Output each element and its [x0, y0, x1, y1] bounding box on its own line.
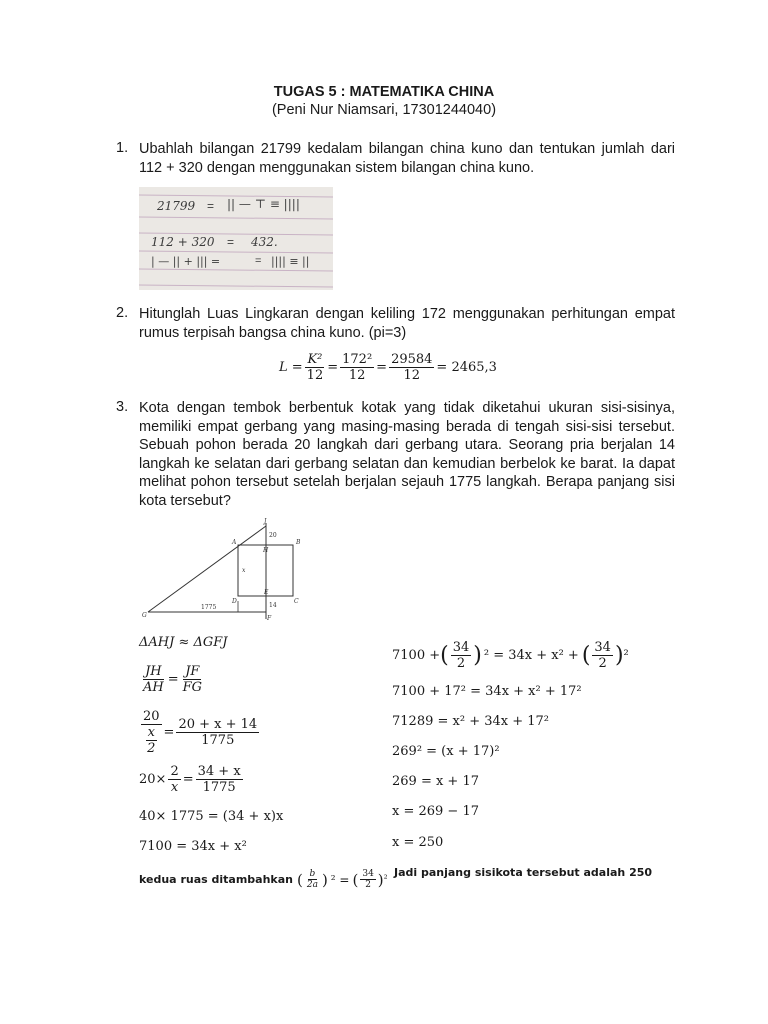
- fraction: [168, 764, 180, 795]
- fraction-denominator: 2: [147, 741, 156, 756]
- handwriting-row-2-left: 112 + 320: [151, 235, 215, 249]
- label-20: 20: [269, 532, 277, 539]
- fraction: [451, 640, 472, 671]
- handwriting-row-3-left: | — || + ||| =: [151, 255, 221, 268]
- question-3-line: kota tersebut?: [139, 492, 231, 509]
- fraction-denominator: 12: [306, 368, 324, 383]
- fraction: [389, 352, 434, 383]
- fraction-numerator: 34: [452, 640, 470, 655]
- equals-sign: =: [327, 360, 339, 375]
- step-r7: x = 250: [392, 835, 444, 850]
- fraction-denominator: 2: [365, 880, 371, 890]
- formula-result: = 2465,3: [436, 360, 497, 375]
- label-x: x: [242, 567, 246, 574]
- label-J: J: [264, 518, 267, 525]
- note-text: kedua ruas ditambahkan: [139, 873, 293, 886]
- label-C: C: [294, 598, 299, 605]
- area-formula: [279, 352, 497, 383]
- fraction-numerator: 20 + x + 14: [178, 717, 258, 732]
- paren-close: ): [473, 643, 482, 668]
- note-end: ²: [383, 874, 388, 885]
- fraction: [196, 764, 243, 795]
- hypotenuse-line: [148, 526, 266, 612]
- fraction-denominator: [141, 725, 161, 756]
- handwriting-row-3-eq: =: [255, 255, 262, 267]
- paren-open: (: [581, 643, 591, 668]
- question-3-line: melihat pohon tersebut setelah berjalan sejauh 1775 langkah. Berapa panjang sisi: [139, 474, 675, 490]
- handwritten-photo: [139, 187, 333, 290]
- fraction: [176, 717, 259, 748]
- fraction-denominator: AH: [143, 680, 164, 695]
- fraction-numerator: JF: [185, 664, 200, 679]
- fraction: [181, 664, 204, 695]
- fraction-numerator: 2: [170, 764, 179, 779]
- label-D: D: [232, 598, 237, 605]
- formula-lhs: L =: [279, 360, 303, 375]
- question-3-line: Sebuah pohon berada 20 langkah dari gerbang utara. Seorang pria berjalan 14: [139, 437, 675, 453]
- step-substitution: [139, 709, 261, 756]
- fraction-numerator: 34: [594, 640, 611, 655]
- fraction-numerator: 34 + x: [197, 764, 241, 779]
- label-H: H: [263, 547, 269, 554]
- paren-open: (: [352, 870, 359, 889]
- step-r2: 7100 + 17² = 34x + x² + 17²: [392, 684, 582, 699]
- step-multiply: [139, 764, 245, 795]
- equals-sign: =: [376, 360, 388, 375]
- fraction-numerator: 29584: [391, 352, 433, 367]
- equals-sign: =: [163, 725, 175, 740]
- question-1-line: 112 + 320 dengan menggunakan sistem bilangan china kuno.: [139, 159, 535, 176]
- fraction: [305, 352, 326, 383]
- question-3-text: [139, 399, 675, 510]
- question-3-line: memiliki empat gerbang yang masing-masing berada di tengah sisi-sisi tersebut.: [139, 418, 675, 435]
- page-subtitle: (Peni Nur Niamsari, 17301244040): [271, 102, 497, 118]
- question-2-number: 2.: [116, 305, 129, 321]
- handwriting-row-1-eq: =: [207, 199, 215, 213]
- fraction-denominator: 2: [598, 656, 607, 671]
- label-14: 14: [269, 602, 277, 609]
- paren-close: ): [321, 870, 328, 889]
- fraction-denominator: 1775: [201, 733, 235, 748]
- step-r4: 269² = (x + 17)²: [392, 744, 500, 759]
- step-prefix: 20×: [139, 772, 167, 787]
- note-middle: ² =: [330, 872, 350, 887]
- question-3-line: Kota dengan tembok berbentuk kotak yang tidak diketahui ukuran sisi-sisinya,: [139, 400, 675, 416]
- step-ratio: [139, 664, 206, 695]
- label-E: E: [264, 589, 269, 596]
- fraction-numerator: K²: [307, 352, 323, 367]
- handwriting-row-2-right: 432.: [251, 235, 278, 249]
- fraction: [141, 664, 166, 695]
- fraction-numerator: JH: [145, 664, 162, 679]
- handwriting-row-1-right: || — ⊤ ≡ ||||: [227, 197, 300, 211]
- step-middle: ² = 34x + x² +: [483, 648, 579, 663]
- fraction-numerator: 20: [143, 709, 160, 724]
- paren-open: (: [440, 643, 449, 668]
- fraction-numerator: 34: [362, 869, 374, 879]
- fraction: [592, 640, 613, 671]
- step-r6: x = 269 − 17: [392, 804, 480, 819]
- paren-open: (: [296, 870, 303, 889]
- label-F: F: [267, 615, 272, 622]
- step-r1: [392, 640, 629, 671]
- question-2-line: rumus terpisah bangsa china kuno. (pi=3): [139, 324, 407, 341]
- question-3-number: 3.: [116, 399, 129, 415]
- label-A: A: [232, 539, 237, 546]
- fraction-numerator: 172²: [342, 352, 373, 367]
- fraction-denominator: 12: [403, 368, 421, 383]
- fraction-denominator: 2a: [306, 880, 318, 890]
- equals-sign: =: [182, 772, 194, 787]
- step-r5: 269 = x + 17: [392, 774, 480, 789]
- label-G: G: [142, 612, 147, 619]
- geometry-diagram: [138, 515, 308, 623]
- question-2-text: [139, 305, 675, 342]
- question-1-number: 1.: [116, 140, 129, 156]
- question-2-line: Hitunglah Luas Lingkaran dengan keliling 172 menggunakan perhitungan empat: [139, 306, 675, 322]
- nested-fraction: [145, 725, 157, 756]
- step-quadratic: 7100 = 34x + x²: [139, 839, 247, 854]
- fraction: [141, 709, 162, 756]
- page-title: TUGAS 5 : MATEMATIKA CHINA: [273, 84, 495, 100]
- step-end: ²: [623, 648, 629, 663]
- question-3-line: langkah ke selatan dari gerbang selatan dan kemudian berbelok ke barat. Ia dapat: [139, 455, 675, 472]
- fraction-numerator: b: [309, 869, 316, 879]
- handwriting-row-1-left: 21799: [157, 199, 196, 213]
- label-1775: 1775: [201, 604, 217, 611]
- fraction: [305, 869, 320, 890]
- conclusion-text: Jadi panjang sisikota tersebut adalah 250: [394, 866, 653, 879]
- step-similar-triangles: ΔAHJ ≈ ΔGFJ: [139, 635, 228, 650]
- step-r3: 71289 = x² + 34x + 17²: [392, 714, 549, 729]
- step-complete-square-note: [139, 869, 388, 890]
- label-B: B: [296, 539, 301, 546]
- handwriting-row-3-right: |||| ≡ ||: [271, 255, 310, 268]
- equals-sign: =: [167, 672, 179, 687]
- paren-close: ): [377, 870, 384, 889]
- step-prefix: 7100 +: [392, 648, 441, 663]
- question-1-text: [139, 140, 675, 177]
- fraction: [340, 352, 374, 383]
- fraction-denominator: 12: [348, 368, 366, 383]
- fraction-denominator: 2: [456, 656, 466, 671]
- fraction-numerator: x: [147, 725, 155, 740]
- question-1-line: Ubahlah bilangan 21799 kedalam bilangan china kuno dan tentukan jumlah dari: [139, 141, 675, 157]
- handwriting-row-2-eq: =: [227, 235, 235, 249]
- fraction-denominator: 1775: [202, 780, 236, 795]
- paren-close: ): [614, 643, 624, 668]
- fraction-denominator: x: [170, 780, 179, 795]
- fraction: [360, 869, 375, 890]
- fraction-denominator: FG: [182, 680, 203, 695]
- step-expand: 40× 1775 = (34 + x)x: [139, 809, 284, 824]
